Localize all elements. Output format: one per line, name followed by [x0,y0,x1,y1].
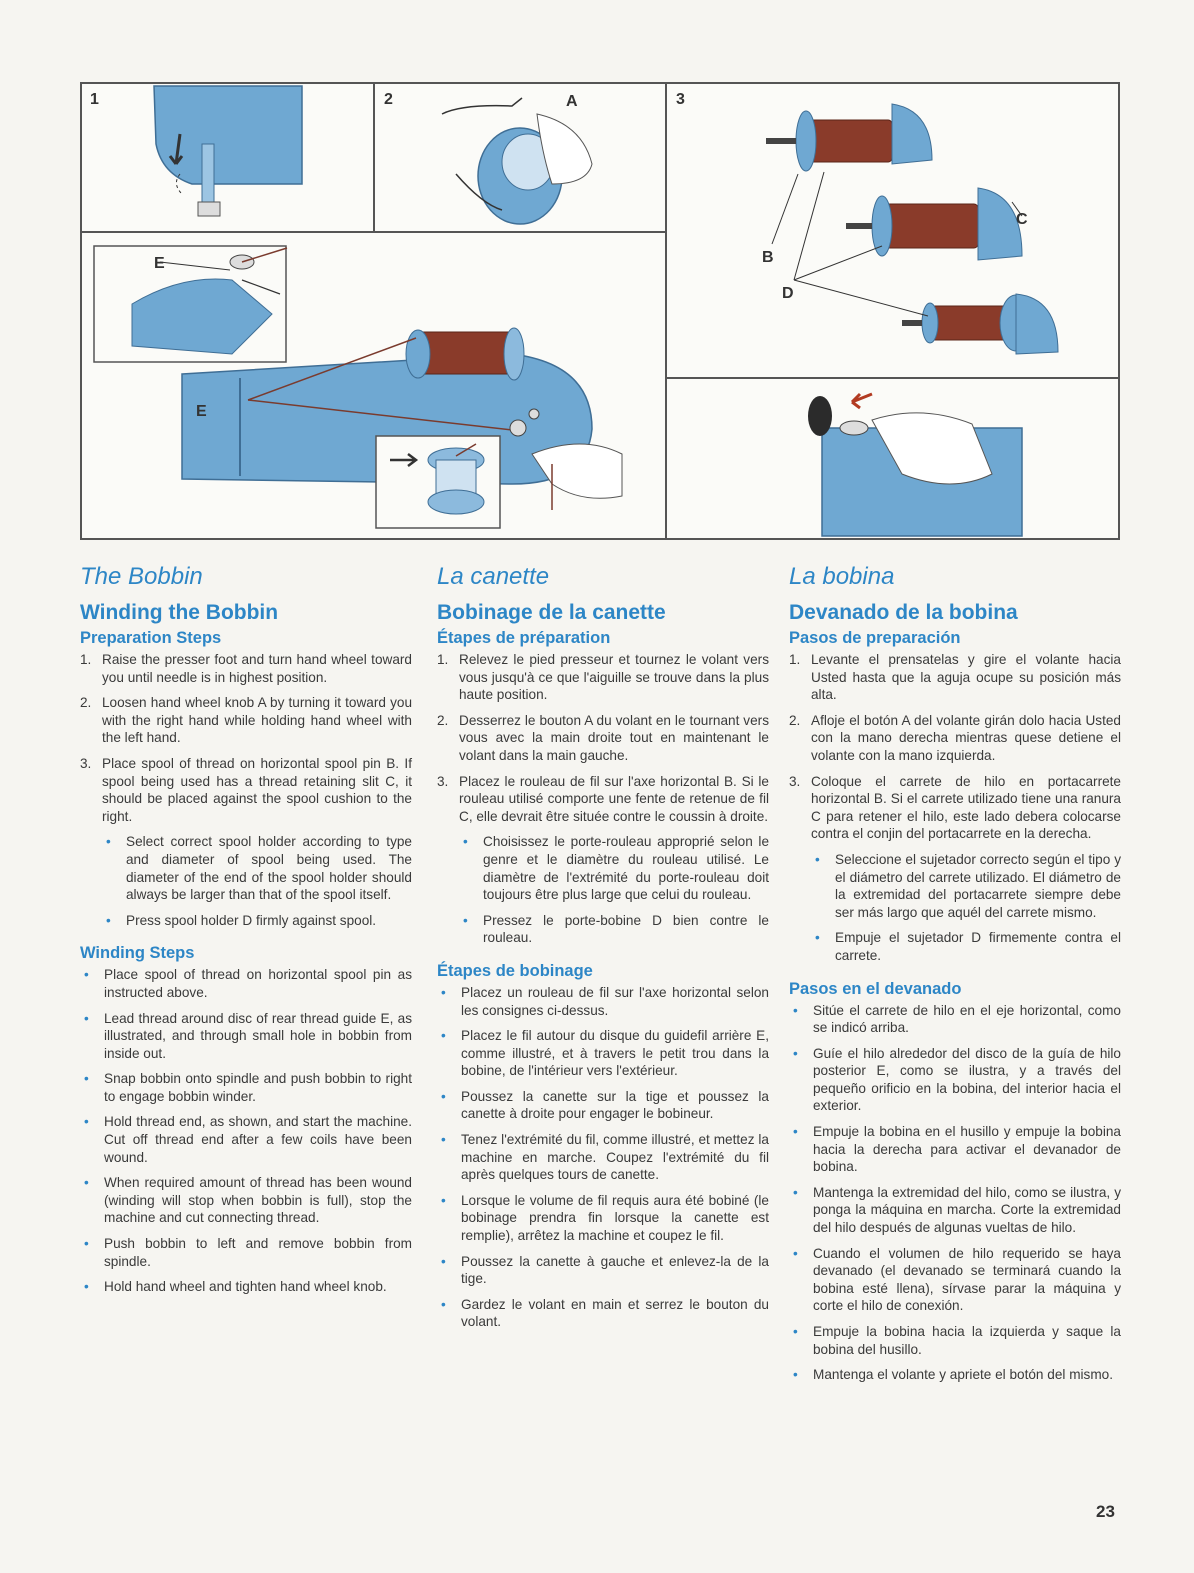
list-item: • Seleccione el sujetador correcto según el tipo y el diámetro del carrete utilizado. El diámetro de la extremidad del portacarrete siempre debe ser más largo que aquél del carrete mismo. [811,851,1121,921]
list-item: • Empuje la bobina hacia la izquierda y saque la bobina del husillo. [789,1323,1121,1358]
list-item: • Poussez la canette sur la tige et poussez la canette à droite pour engager le bobineur. [437,1088,769,1123]
prep-step-1-fr: 1. Relevez le pied presseur et tournez le volant vers vous jusqu'à ce que l'aiguille se trouve dans la plus haute position. [437,652,769,703]
wind-list-es [789,1002,1121,1384]
list-item: • Lorsque le volume de fil requis aura été bobiné (le bobinage prendra fin lorsque la canette est remplie), arrêtez la machine et coupez le fil. [437,1192,769,1245]
list-item: • Pressez le porte-bobine D bien contre le rouleau. [459,912,769,947]
prep-step-2-en: 2. Loosen hand wheel knob A by turning it toward you with the right hand while holding hand wheel with the left hand. [80,695,412,746]
list-item: • Cuando el volumen de hilo requerido se haya devanado (el devanado se terminará cuando la bobina esté llena), sírvase parar la máquina y corte el hilo de conexión. [789,1245,1121,1315]
bobbin-winder-drawing [808,394,1022,536]
prep-bullets-fr [437,833,769,947]
heading-fr: Bobinage de la canette [437,601,666,624]
bobbin-winding-illustration [82,84,1118,538]
title-en: The Bobbin [80,563,203,590]
list-item: • Poussez la canette à gauche et enlevez-la de la tige. [437,1253,769,1288]
hand-wheel-drawing [442,98,592,224]
title-fr: La canette [437,563,550,590]
panel-label-2: 2 [384,91,393,108]
list-item: • Push bobbin to left and remove bobbin from spindle. [80,1235,412,1270]
english-column [80,562,412,1304]
prep-step-1-es: 1. Levante el prensatelas y gire el volante hacia Usted hasta que la aguja ocupe su posición más alta. [789,652,1121,703]
prep-step-3-en: 3. Place spool of thread on horizontal spool pin B. If spool being used has a thread retaining slit C, it should be placed against the spool cushion to the right. [80,755,412,824]
wind-heading-fr: Étapes de bobinage [437,961,593,980]
illustration-frame [80,82,1120,540]
prep-step-2-es: 2. Afloje el botón A del volante girán dolo hacia Usted con la mano derecha mientras quese detiene el volante con la mano izquierda. [789,712,1121,763]
french-column [437,562,769,1339]
bobbin-inset [376,436,500,528]
list-item: • Snap bobbin onto spindle and push bobbin to right to engage bobbin winder. [80,1070,412,1105]
callout-e-machine: E [196,403,207,420]
list-item: • Sitúe el carrete de hilo en el eje horizontal, como se indicó arriba. [789,1002,1121,1037]
callout-e-inset: E [154,255,165,272]
prep-heading-fr: Étapes de préparation [437,629,611,647]
heading-es: Devanado de la bobina [789,601,1018,624]
list-item: • Hold hand wheel and tighten hand wheel knob. [80,1278,412,1296]
callout-c: C [1016,211,1028,228]
list-item: • Choisissez le porte-rouleau approprié selon le genre et le diamètre du rouleau utilisé. Le diamètre de l'extrémité du porte-rouleau doit toujours être plus large que celui du rouleau. [459,833,769,903]
prep-list-en [80,651,412,825]
list-item: • Place spool of thread on horizontal spool pin as instructed above. [80,966,412,1001]
prep-step-1-en: 1. Raise the presser foot and turn hand wheel toward you until needle is in highest position. [80,652,412,685]
machine-head-drawing [154,86,302,216]
list-item: • Guíe el hilo alrededor del disco de la guía de hilo posterior E, como se ilustra, y a través del pequeño orificio en la bobina, del interior hacia el exterior. [789,1045,1121,1115]
list-item: • Mantenga el volante y apriete el botón del mismo. [789,1366,1121,1384]
wind-list-fr [437,984,769,1331]
page-number: 23 [1096,1502,1115,1521]
list-item: • When required amount of thread has been wound (winding will stop when bobbin is full), stop the machine and cut connecting thread. [80,1174,412,1227]
list-item: • Tenez l'extrémité du fil, comme illustré, et mettez la machine en marche. Coupez l'extrémité du fil après quelques tours de canette. [437,1131,769,1184]
wind-heading-es: Pasos en el devanado [789,979,962,998]
prep-step-3-fr: 3. Placez le rouleau de fil sur l'axe horizontal B. Si le rouleau utilisé comporte une fente de retenue de fil C, elle devrait être située contre le coussin à droite. [437,773,769,824]
prep-step-3-es: 3. Coloque el carrete de hilo en portacarrete horizontal B. Si el carrete utilizado tiene una ranura C para retener el hilo, este lado debera colocarse contra el conjin del portacarrete en la derecha. [789,773,1121,842]
list-item: • Placez le fil autour du disque du guidefil arrière E, comme illustré, et à travers le petit trou dans la bobine, de l'intérieur vers l'extérieur. [437,1027,769,1080]
spool-holders-drawing [766,104,1058,354]
list-item: • Press spool holder D firmly against spool. [102,912,412,930]
list-item: • Lead thread around disc of rear thread guide E, as illustrated, and through small hole in bobbin from inside out. [80,1010,412,1063]
list-item: • Hold thread end, as shown, and start the machine. Cut off thread end after a few coils have been wound. [80,1113,412,1166]
prep-bullets-en [80,833,412,929]
prep-list-fr [437,651,769,825]
list-item: • Placez un rouleau de fil sur l'axe horizontal selon les consignes ci-dessus. [437,984,769,1019]
panel-label-3: 3 [676,91,685,108]
list-item: • Empuje la bobina en el husillo y empuje la bobina hacia la derecha para activar el devanador de bobina. [789,1123,1121,1176]
thread-guide-inset [94,246,287,362]
spanish-column [789,562,1121,1392]
prep-list-es [789,651,1121,843]
prep-heading-es: Pasos de preparación [789,629,961,647]
callout-d: D [782,285,794,302]
list-item: • Select correct spool holder according to type and diameter of spool being used. The diameter of the end of the spool holder should always be larger than that of the spool itself. [102,833,412,903]
panel-label-1: 1 [90,91,99,108]
prep-bullets-es [789,851,1121,965]
prep-step-2-fr: 2. Desserrez le bouton A du volant en le tournant vers vous avec la main droite tout en maintenant le volant dans la main gauche. [437,712,769,763]
callout-a: A [566,93,578,110]
wind-heading-en: Winding Steps [80,944,195,963]
wind-list-en [80,966,412,1296]
title-es: La bobina [789,563,895,590]
list-item: • Empuje el sujetador D firmemente contra el carrete. [811,929,1121,964]
heading-en: Winding the Bobbin [80,601,279,624]
callout-b: B [762,249,774,266]
prep-heading-en: Preparation Steps [80,629,222,647]
list-item: • Gardez le volant en main et serrez le bouton du volant. [437,1296,769,1331]
list-item: • Mantenga la extremidad del hilo, como se ilustra, y ponga la máquina en marcha. Corte la extremidad del hilo después de algunas vueltas de hilo. [789,1184,1121,1237]
